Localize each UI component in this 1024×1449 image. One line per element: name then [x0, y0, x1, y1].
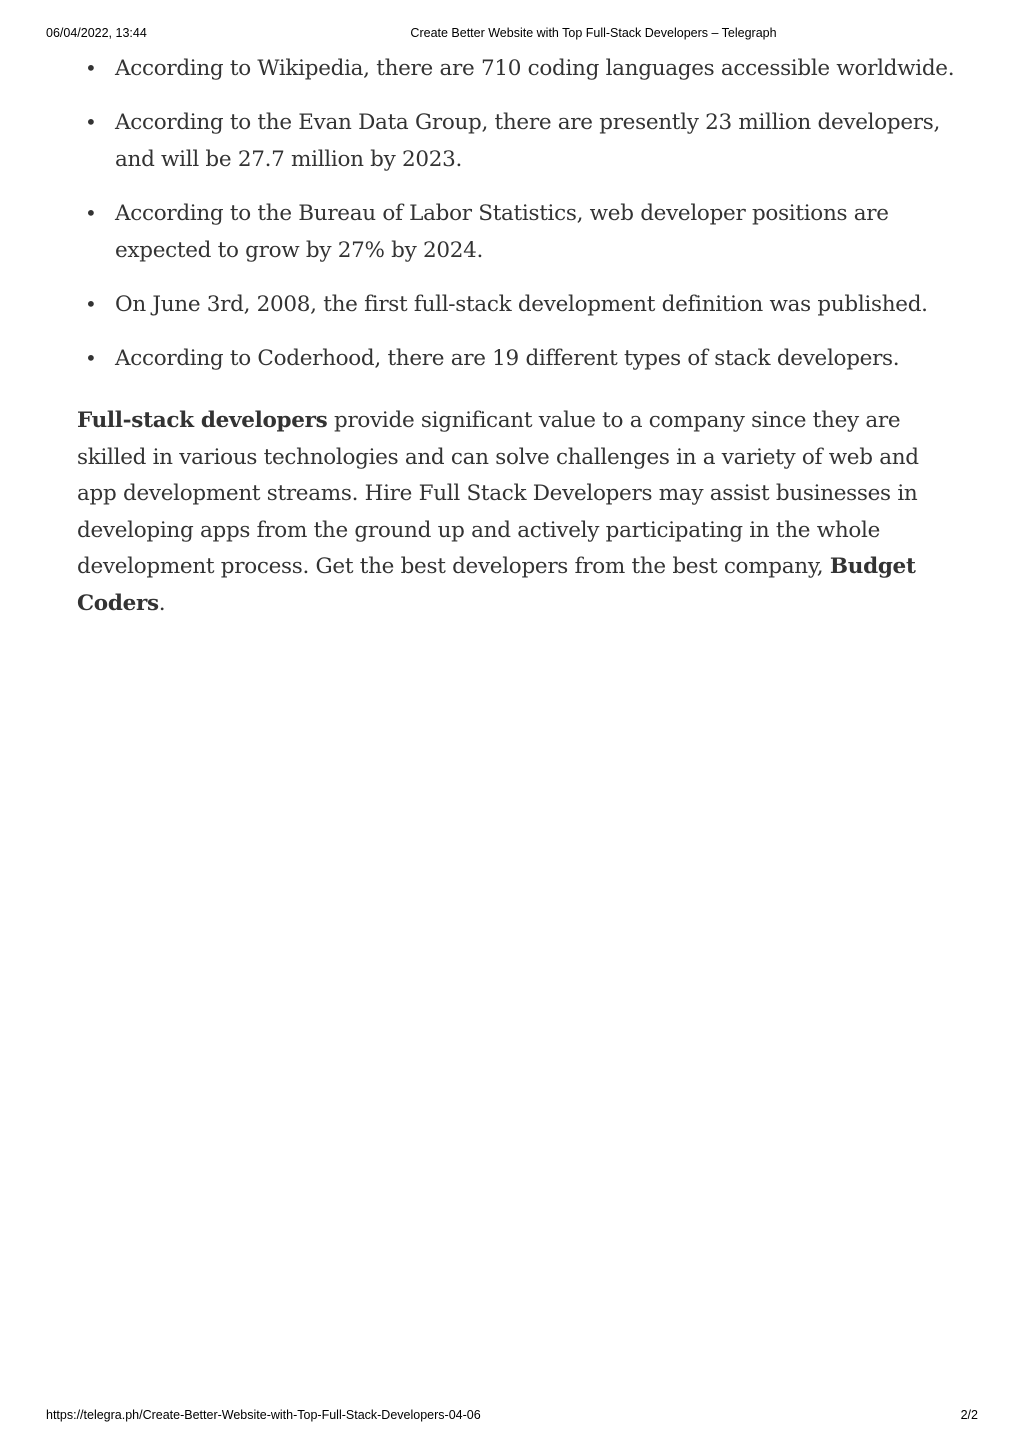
bullet-icon: • — [85, 346, 97, 370]
list-item-text: According to the Bureau of Labor Statistics, web developer positions are expected to grow by 27% by 2024. — [115, 201, 889, 263]
list-item — [77, 286, 957, 323]
list-item — [77, 104, 957, 178]
bullet-icon: • — [85, 110, 97, 134]
bullet-icon: • — [85, 56, 97, 80]
print-page-number: 2/2 — [960, 1408, 978, 1422]
list-item-text: According to Wikipedia, there are 710 coding languages accessible worldwide. — [115, 56, 955, 81]
list-item-text: According to the Evan Data Group, there are presently 23 million developers, and will be 27.7 million by 2023. — [115, 110, 941, 172]
list-item-text: According to Coderhood, there are 19 different types of stack developers. — [115, 346, 900, 371]
print-footer — [0, 1408, 1024, 1424]
list-item — [77, 195, 957, 269]
print-page-url: https://telegra.ph/Create-Better-Website-with-Top-Full-Stack-Developers-04-06 — [46, 1408, 481, 1422]
list-item — [77, 50, 957, 87]
print-datetime: 06/04/2022, 13:44 — [46, 26, 147, 40]
print-page-title: Create Better Website with Top Full-Stack Developers – Telegraph — [410, 26, 777, 40]
bullet-icon: • — [85, 201, 97, 225]
print-header — [0, 26, 1024, 42]
list-item-text: On June 3rd, 2008, the first full-stack development definition was published. — [115, 292, 928, 317]
full-stack-developers-emphasis: Full-stack developers — [77, 408, 328, 433]
paragraph-text: provide significant value to a company since they are skilled in various technologies and can solve challenges in a variety of web and app development streams. Hire Full Stack Developers may assist businesses in developing apps from the ground up and actively participating in the whole development process. Get the best developers from the best company, — [77, 408, 919, 580]
paragraph-end: . — [158, 590, 166, 616]
article-body — [77, 50, 957, 623]
bullet-icon: • — [85, 292, 97, 316]
summary-paragraph — [77, 403, 957, 623]
budget-coders-emphasis: Budget Coders — [77, 554, 916, 616]
list-item — [77, 340, 957, 377]
facts-list — [77, 50, 957, 377]
